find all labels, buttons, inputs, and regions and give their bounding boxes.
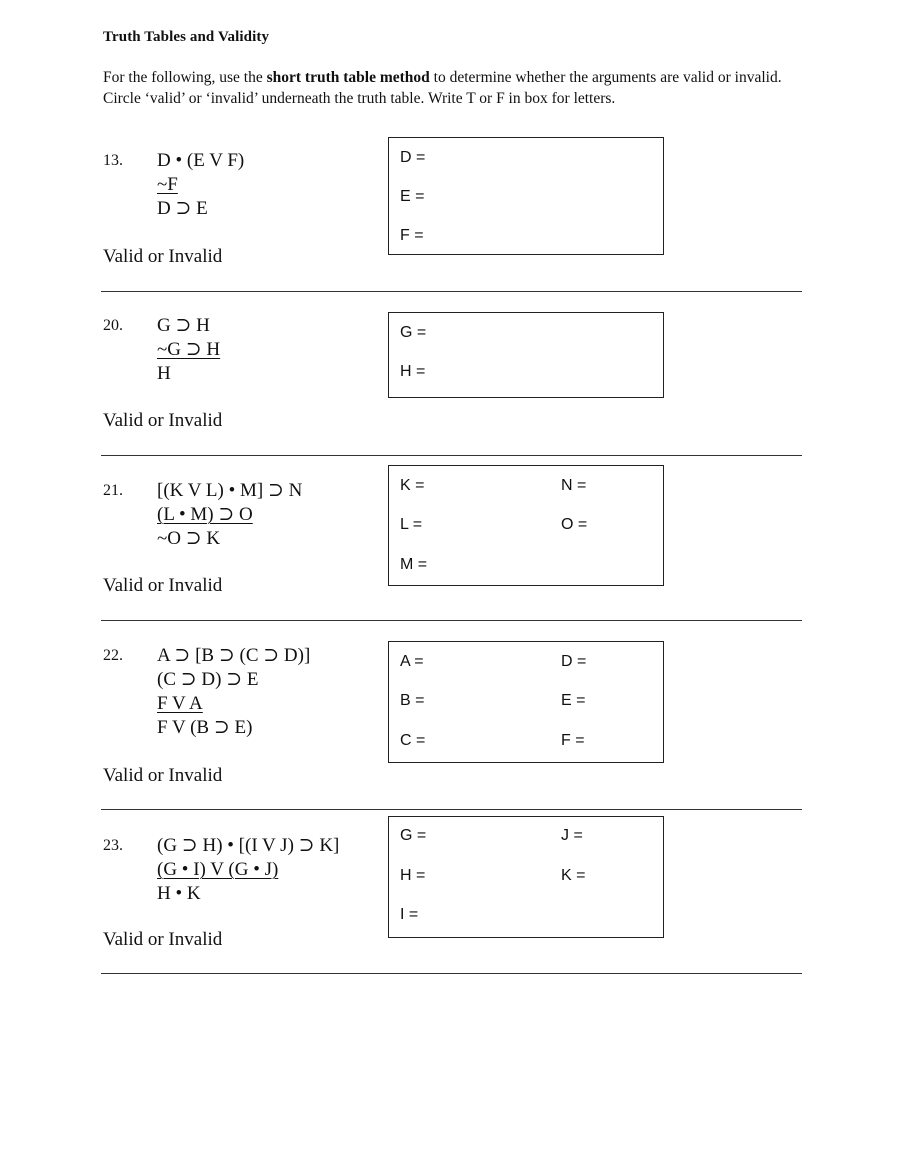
variable-J: J = — [561, 827, 583, 844]
instructions-text-1: For the following, use the — [103, 69, 267, 86]
premise-1: A ⊃ [B ⊃ (C ⊃ D)] — [157, 645, 311, 666]
page-title: Truth Tables and Validity — [103, 29, 270, 45]
valid-or-invalid[interactable]: Valid or Invalid — [103, 929, 223, 950]
problem-number: 23. — [103, 837, 123, 854]
premise-2: ~F — [157, 174, 178, 195]
problem-number: 22. — [103, 647, 123, 664]
variable-E: E = — [561, 692, 586, 709]
problem-number: 13. — [103, 152, 123, 169]
truth-value-box[interactable] — [388, 312, 664, 398]
divider — [101, 291, 802, 292]
conclusion: F V (B ⊃ E) — [157, 717, 253, 738]
premise-1: (G ⊃ H) • [(I V J) ⊃ K] — [157, 835, 340, 856]
instructions-method: short truth table method — [266, 69, 430, 86]
premise-1: G ⊃ H — [157, 315, 210, 336]
instructions-text-2: to determine whether the arguments are valid or invalid. Circle ‘valid’ or ‘invalid’ underneath the truth table. Write T or F in box for letters. — [103, 69, 782, 107]
valid-or-invalid[interactable]: Valid or Invalid — [103, 765, 223, 786]
variable-B: B = — [400, 692, 425, 709]
premise-2: (C ⊃ D) ⊃ E — [157, 669, 259, 690]
premise-2: ~G ⊃ H — [157, 339, 221, 360]
problem-number: 20. — [103, 317, 123, 334]
variable-H: H = — [400, 363, 426, 380]
variable-I: I = — [400, 906, 419, 923]
conclusion: H • K — [157, 883, 201, 904]
variable-C: C = — [400, 732, 426, 749]
truth-value-box[interactable] — [388, 641, 664, 763]
variable-O: O = — [561, 516, 588, 533]
divider — [101, 973, 802, 974]
variable-A: A = — [400, 653, 424, 670]
variable-D: D = — [561, 653, 587, 670]
variable-K: K = — [400, 477, 425, 494]
premise-1: [(K V L) • M] ⊃ N — [157, 480, 303, 501]
premise-2: (L • M) ⊃ O — [157, 504, 253, 525]
divider — [101, 620, 802, 621]
valid-or-invalid[interactable]: Valid or Invalid — [103, 575, 223, 596]
variable-E: E = — [400, 188, 425, 205]
conclusion: D ⊃ E — [157, 198, 208, 219]
conclusion: H — [157, 363, 171, 384]
truth-value-box[interactable] — [388, 465, 664, 586]
valid-or-invalid[interactable]: Valid or Invalid — [103, 410, 223, 431]
premise-1: D • (E V F) — [157, 150, 245, 171]
variable-G: G = — [400, 324, 427, 341]
variable-L: L = — [400, 516, 423, 533]
variable-N: N = — [561, 477, 587, 494]
variable-F: F = — [400, 227, 424, 244]
variable-G: G = — [400, 827, 427, 844]
instructions — [103, 67, 783, 109]
variable-H: H = — [400, 867, 426, 884]
variable-F: F = — [561, 732, 585, 749]
premise-2: (G • I) V (G • J) — [157, 859, 279, 880]
divider — [101, 455, 802, 456]
truth-value-box[interactable] — [388, 137, 664, 255]
valid-or-invalid[interactable]: Valid or Invalid — [103, 246, 223, 267]
problem-number: 21. — [103, 482, 123, 499]
variable-D: D = — [400, 149, 426, 166]
variable-M: M = — [400, 556, 428, 573]
conclusion: ~O ⊃ K — [157, 528, 221, 549]
truth-value-box[interactable] — [388, 816, 664, 938]
variable-K: K = — [561, 867, 586, 884]
premise-3: F V A — [157, 693, 203, 714]
divider — [101, 809, 802, 810]
